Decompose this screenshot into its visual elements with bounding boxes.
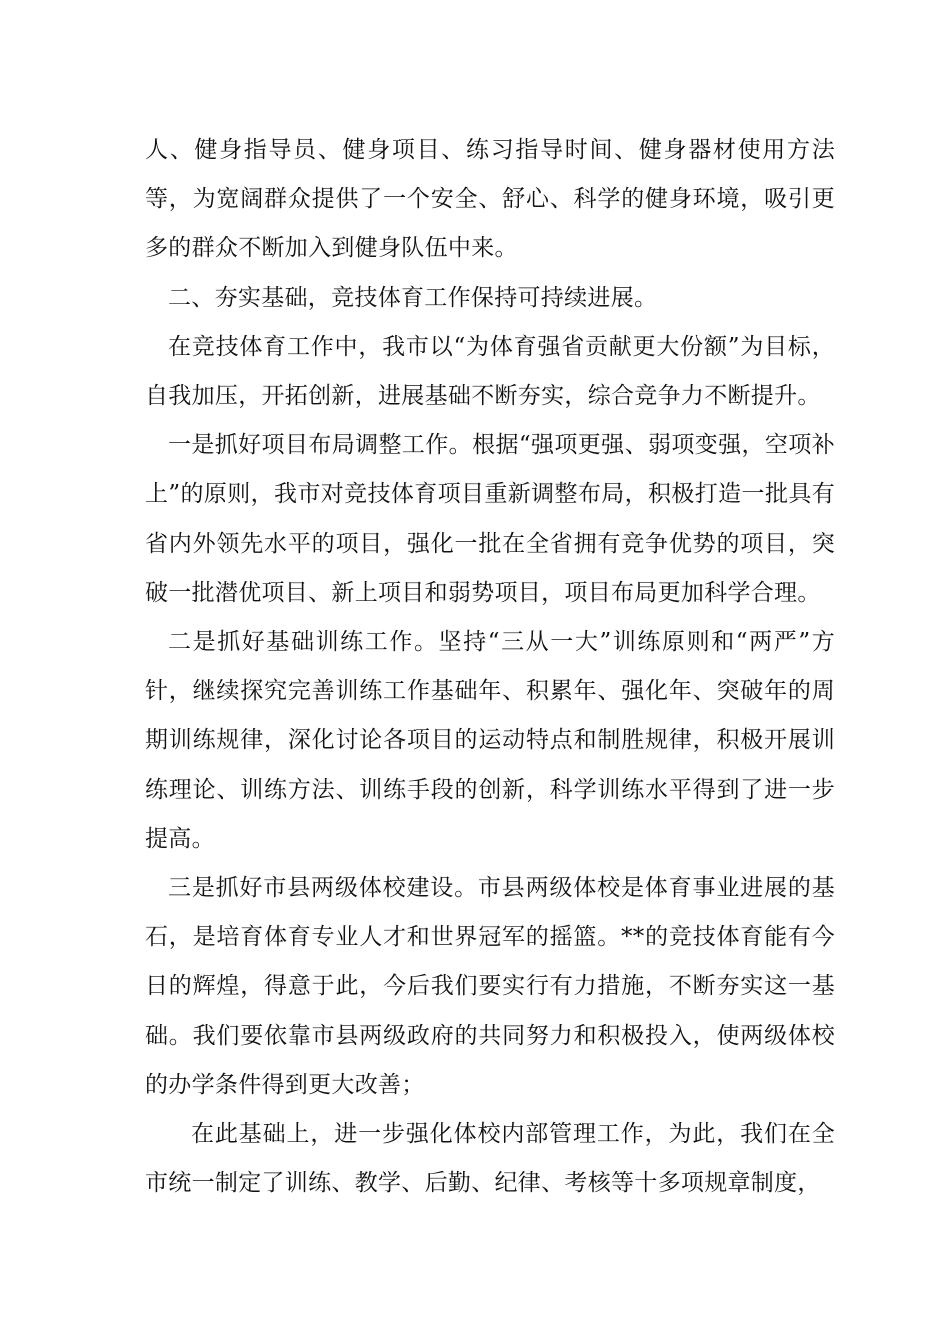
paragraph-point-one: 一是抓好项目布局调整工作。根据“强项更强、弱项变强，空项补上”的原则，我市对竞技体育项目重新调整布局，积极打造一批具有省内外领先水平的项目，强化一批在全省拥有竞争优势的项目，突破一批潜优项目、新上项目和弱势项目，项目布局更加科学合理。 — [145, 432, 835, 606]
paragraph-point-three: 三是抓好市县两级体校建设。市县两级体校是体育事业进展的基石，是培育体育专业人才和世界冠军的摇篮。**的竞技体育能有今日的辉煌，得意于此，今后我们要实行有力措施，不断夯实这一基础。我们要依靠市县两级政府的共同努力和积极投入，使两级体校的办学条件得到更大改善； — [145, 875, 835, 1098]
paragraph-point-two: 二是抓好基础训练工作。坚持“三从一大”训练原则和“两严”方针，继续探究完善训练工作基础年、积累年、强化年、突破年的周期训练规律，深化讨论各项目的运动特点和制胜规律，积极开展训练理论、训练方法、训练手段的创新，科学训练水平得到了进一步提高。 — [145, 629, 835, 852]
paragraph-continuation: 人、健身指导员、健身项目、练习指导时间、健身器材使用方法等，为宽阔群众提供了一个安全、舒心、科学的健身环境，吸引更多的群众不断加入到健身队伍中来。 — [145, 137, 835, 262]
document-page — [145, 126, 835, 1208]
paragraph-intro: 在竞技体育工作中，我市以“为体育强省贡献更大份额”为目标，自我加压，开拓创新，进展基础不断夯实，综合竞争力不断提升。 — [145, 333, 835, 410]
paragraph-management: 在此基础上，进一步强化体校内部管理工作，为此，我们在全市统一制定了训练、教学、后勤、纪律、考核等十多项规章制度， — [145, 1121, 835, 1197]
section-heading: 二、夯实基础，竞技体育工作保持可持续进展。 — [168, 284, 658, 311]
